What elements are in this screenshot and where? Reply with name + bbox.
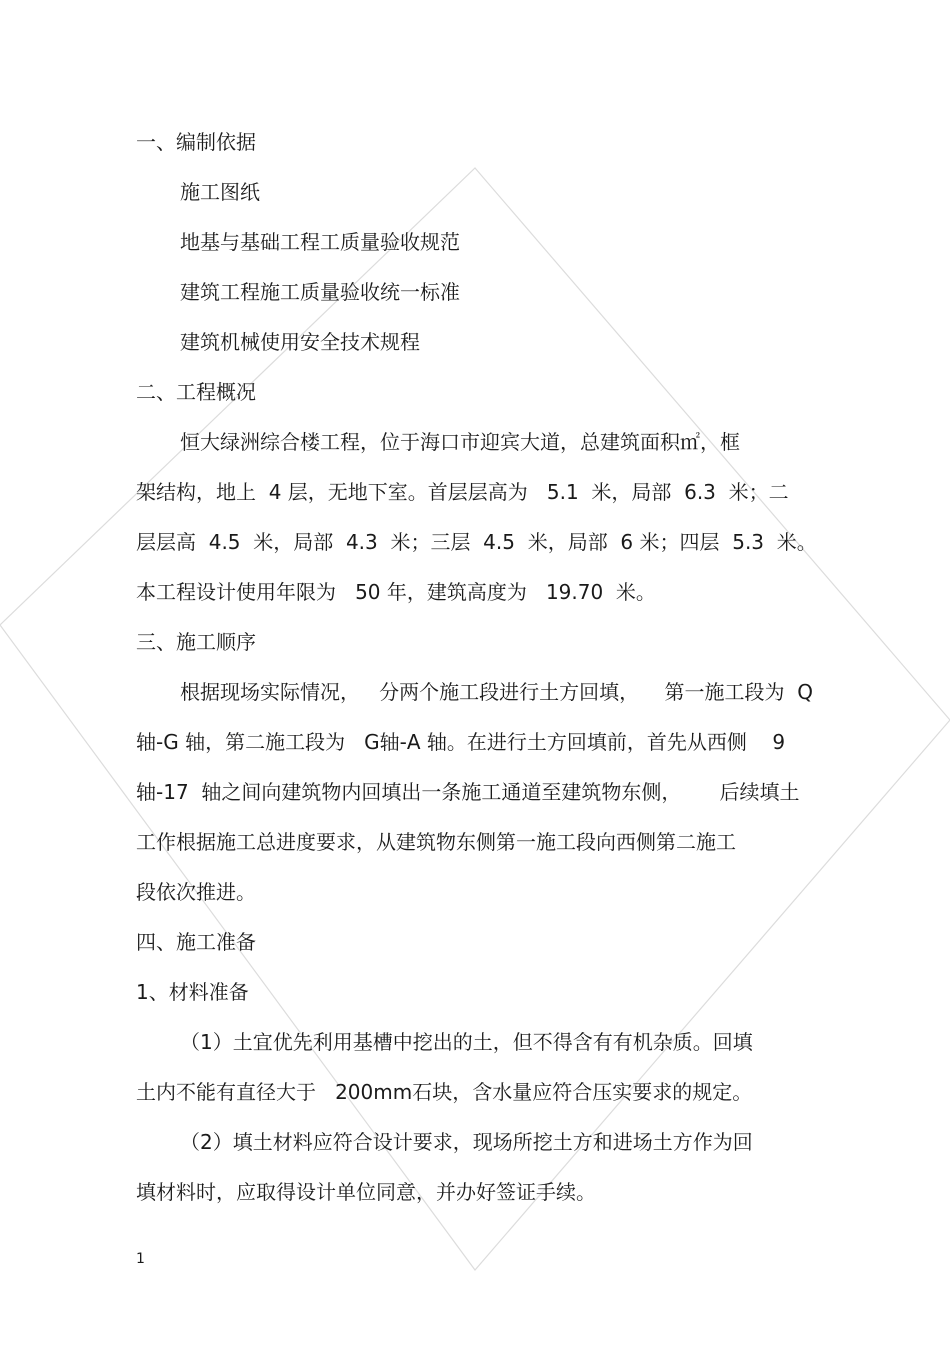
heading-overview: 二、工程概况 bbox=[136, 380, 256, 404]
heading-preparation: 四、施工准备 bbox=[136, 930, 256, 954]
paragraph-line: 填材料时，应取得设计单位同意，并办好签证手续。 bbox=[136, 1180, 596, 1204]
subheading-materials: 1、材料准备 bbox=[136, 980, 249, 1004]
heading-sequence: 三、施工顺序 bbox=[136, 630, 256, 654]
paragraph-line: 恒大绿洲综合楼工程，位于海口市迎宾大道，总建筑面积㎡，框 bbox=[180, 430, 740, 454]
paragraph-line: （2）填土材料应符合设计要求，现场所挖土方和进场土方作为回 bbox=[180, 1130, 753, 1154]
basis-item: 地基与基础工程工质量验收规范 bbox=[180, 230, 460, 254]
paragraph-line: 本工程设计使用年限为 50 年，建筑高度为 19.70 米。 bbox=[136, 580, 656, 604]
paragraph-line: 架结构，地上 4 层，无地下室。首层层高为 5.1 米，局部 6.3 米；二 bbox=[136, 480, 789, 504]
paragraph-line: 根据现场实际情况， 分两个施工段进行土方回填， 第一施工段为 Q bbox=[180, 680, 813, 704]
paragraph-line: （1）土宜优先利用基槽中挖出的土，但不得含有有机杂质。回填 bbox=[180, 1030, 753, 1054]
page-number: 1 bbox=[136, 1251, 145, 1267]
paragraph-line: 工作根据施工总进度要求，从建筑物东侧第一施工段向西侧第二施工 bbox=[136, 830, 736, 854]
paragraph-line: 轴-G 轴，第二施工段为 G轴-A 轴。在进行土方回填前，首先从西侧 9 bbox=[136, 730, 786, 754]
paragraph-line: 轴-17 轴之间向建筑物内回填出一条施工通道至建筑物东侧， 后续填土 bbox=[136, 780, 800, 804]
heading-basis: 一、编制依据 bbox=[136, 130, 256, 154]
paragraph-line: 段依次推进。 bbox=[136, 880, 256, 904]
basis-item: 建筑机械使用安全技术规程 bbox=[180, 330, 420, 354]
basis-item: 建筑工程施工质量验收统一标准 bbox=[180, 280, 460, 304]
paragraph-line: 土内不能有直径大于 200mm石块，含水量应符合压实要求的规定。 bbox=[136, 1080, 753, 1104]
paragraph-line: 层层高 4.5 米，局部 4.3 米；三层 4.5 米，局部 6 米；四层 5.3 米。 bbox=[136, 530, 817, 554]
basis-item: 施工图纸 bbox=[180, 180, 260, 204]
